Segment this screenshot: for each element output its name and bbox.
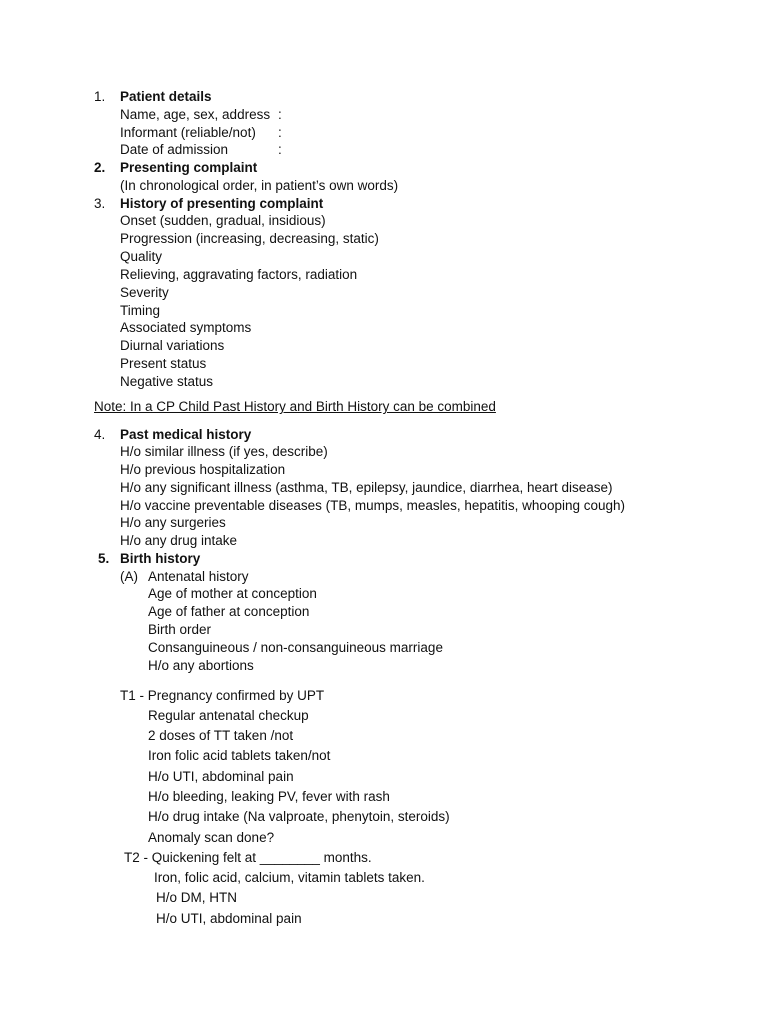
trimester-1-heading: T1 - Pregnancy confirmed by UPT [120, 688, 325, 703]
list-item: Timing [120, 303, 161, 318]
list-item: Progression (increasing, decreasing, static) [120, 231, 379, 246]
list-item: H/o previous hospitalization [120, 462, 286, 477]
section-3-title: History of presenting complaint [120, 196, 324, 211]
section-2-number: 2. [94, 160, 106, 175]
list-item: Iron, folic acid, calcium, vitamin tablets taken. [154, 870, 425, 885]
list-item: H/o any surgeries [120, 515, 226, 530]
list-item: Anomaly scan done? [148, 830, 275, 845]
field-date-of-admission: Date of admission [120, 142, 229, 157]
list-item: Birth order [148, 622, 212, 637]
list-item: Relieving, aggravating factors, radiation [120, 267, 358, 282]
section-2-note: (In chronological order, in patient’s own words) [120, 178, 399, 193]
list-item: Consanguineous / non-consanguineous marriage [148, 640, 443, 655]
list-item: Present status [120, 356, 207, 371]
section-5-title: Birth history [120, 551, 201, 566]
list-item: Onset (sudden, gradual, insidious) [120, 213, 326, 228]
list-item: Age of father at conception [148, 604, 310, 619]
section-1-number: 1. [94, 89, 106, 104]
list-item: H/o drug intake (Na valproate, phenytoin, steroids) [148, 809, 450, 824]
list-item: Age of mother at conception [148, 586, 317, 601]
section-2-title: Presenting complaint [120, 160, 258, 175]
trimester-2-heading: T2 - Quickening felt at ________ months. [124, 850, 372, 865]
subsection-a-label: (A) [120, 569, 138, 584]
list-item: H/o UTI, abdominal pain [148, 769, 294, 784]
list-item: Regular antenatal checkup [148, 708, 309, 723]
subsection-a-title: Antenatal history [148, 569, 249, 584]
section-4-number: 4. [94, 427, 106, 442]
field-colon: : [278, 107, 282, 122]
list-item: H/o UTI, abdominal pain [156, 911, 302, 926]
field-name-age-sex-address: Name, age, sex, address [120, 107, 271, 122]
combined-history-note: Note: In a CP Child Past History and Birth History can be combined [94, 399, 496, 414]
field-colon: : [278, 125, 282, 140]
list-item: H/o DM, HTN [156, 890, 237, 905]
list-item: Iron folic acid tablets taken/not [148, 748, 331, 763]
section-3-number: 3. [94, 196, 106, 211]
list-item: Diurnal variations [120, 338, 225, 353]
list-item: 2 doses of TT taken /not [148, 728, 294, 743]
list-item: Severity [120, 285, 169, 300]
section-5-number: 5. [98, 551, 110, 566]
list-item: H/o similar illness (if yes, describe) [120, 444, 328, 459]
list-item: Negative status [120, 374, 214, 389]
list-item: H/o vaccine preventable diseases (TB, mumps, measles, hepatitis, whooping cough) [120, 498, 626, 513]
section-4-title: Past medical history [120, 427, 252, 442]
field-colon: : [278, 142, 282, 157]
section-1-title: Patient details [120, 89, 212, 104]
list-item: H/o any abortions [148, 658, 254, 673]
list-item: H/o any significant illness (asthma, TB, epilepsy, jaundice, diarrhea, heart disease) [120, 480, 613, 495]
field-informant: Informant (reliable/not) [120, 125, 256, 140]
list-item: H/o any drug intake [120, 533, 238, 548]
list-item: H/o bleeding, leaking PV, fever with rash [148, 789, 390, 804]
list-item: Quality [120, 249, 163, 264]
list-item: Associated symptoms [120, 320, 252, 335]
